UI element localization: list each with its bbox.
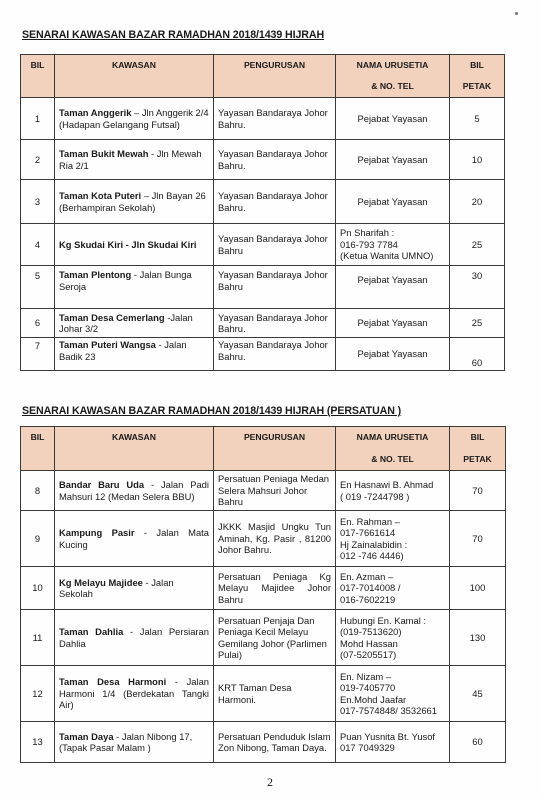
- cell-bil: 4: [21, 224, 55, 266]
- urusetia-line: En. Rahman –: [340, 515, 400, 527]
- cell-pengurusan: KRT Taman Desa Harmoni.: [214, 666, 336, 722]
- header-bil: BIL: [21, 55, 55, 98]
- cell-kawasan: Kg Skudai Kiri - Jln Skudai Kiri: [55, 224, 214, 266]
- cell-urusetia: Pejabat Yayasan: [336, 266, 450, 309]
- cell-urusetia: [336, 567, 450, 610]
- cell-kawasan: Taman Kota Puteri – Jln Bayan 26 (Berhampiran Sekolah): [55, 180, 214, 224]
- cell-petak: 60: [450, 338, 505, 371]
- cell-bil: 10: [21, 567, 55, 610]
- table-header-row: [21, 55, 505, 98]
- cell-kawasan: Taman Dahlia - Jalan Persiaran Dahlia: [55, 610, 214, 666]
- cell-petak: 25: [450, 224, 505, 266]
- cell-pengurusan: Yayasan Bandaraya Johor Bahru.: [214, 180, 336, 224]
- table-row: [21, 338, 505, 371]
- urusetia-line: (07-5205517): [340, 649, 397, 660]
- section2-title: SENARAI KAWASAN BAZAR RAMADHAN 2018/1439 HIJRAH (PERSATUAN ): [22, 405, 402, 417]
- urusetia-line: 017-7574848/ 3532661: [340, 705, 437, 716]
- table-row: [21, 722, 506, 763]
- urusetia-line: 017 7049329: [340, 742, 395, 753]
- header-pengurusan: PENGURUSAN: [214, 55, 336, 98]
- table-header-row: [21, 427, 506, 471]
- cell-petak: 100: [450, 567, 506, 610]
- cell-petak: 70: [450, 471, 506, 511]
- urusetia-line: 016-793 7784: [340, 238, 398, 250]
- table-row: [21, 180, 505, 224]
- urusetia-line: 017-7661614: [340, 527, 396, 538]
- cell-pengurusan: Persatuan Peniaga Medan Selera Mahsuri Johor Bahru: [214, 471, 336, 511]
- cell-pengurusan: Yayasan Bandaraya Johor Bahru.: [214, 140, 336, 180]
- urusetia-line: 017-7014008 /: [340, 582, 401, 594]
- table-row: [21, 471, 506, 511]
- cell-urusetia: Pejabat Yayasan: [336, 180, 450, 224]
- urusetia-line: 016-7602219: [340, 593, 396, 605]
- table-row: [21, 140, 505, 180]
- cell-petak: 20: [450, 180, 505, 224]
- table-row: [21, 224, 505, 266]
- cell-kawasan: Taman Anggerik – Jln Anggerik 2/4 (Hadapan Gelangang Futsal): [55, 98, 214, 140]
- cell-pengurusan: Yayasan Bandaraya Johor Bahru.: [214, 98, 336, 140]
- cell-kawasan: Taman Desa Cemerlang -Jalan Johar 3/2: [55, 309, 214, 338]
- urusetia-line: Hubungi En. Kamal :: [340, 614, 426, 626]
- cell-bil: 6: [21, 309, 55, 338]
- cell-urusetia: Pejabat Yayasan: [336, 98, 450, 140]
- urusetia-line: En. Nizam –: [340, 670, 392, 682]
- cell-urusetia: [336, 471, 450, 511]
- urusetia-line: En. Azman –: [340, 570, 394, 582]
- cell-urusetia: [336, 722, 450, 763]
- table-row: [21, 666, 506, 722]
- cell-kawasan: Bandar Baru Uda - Jalan Padi Mahsuri 12 (Medan Selera BBU): [55, 471, 214, 511]
- cell-pengurusan: Yayasan Bandaraya Johor Bahru.: [214, 338, 336, 371]
- cell-bil: 2: [21, 140, 55, 180]
- cell-bil: 12: [21, 666, 55, 722]
- bazar-table-yayasan: [20, 54, 505, 371]
- header-bil-petak: BIL PETAK: [450, 427, 506, 471]
- cell-urusetia: [336, 666, 450, 722]
- table-row: [21, 567, 506, 610]
- cell-kawasan: Taman Desa Harmoni - Jalan Harmoni 1/4 (Berdekatan Tangki Air): [55, 666, 214, 722]
- cell-bil: 5: [21, 266, 55, 309]
- urusetia-line: En.Mohd Jaafar: [340, 693, 407, 705]
- header-kawasan: KAWASAN: [55, 427, 214, 471]
- urusetia-line: 012 -746 4446): [340, 550, 404, 561]
- table-row: [21, 266, 505, 309]
- urusetia-line: (Ketua Wanita UMNO): [340, 250, 434, 262]
- section1-title: SENARAI KAWASAN BAZAR RAMADHAN 2018/1439 HIJRAH: [22, 29, 325, 41]
- cell-pengurusan: Persatuan Penjaja Dan Peniaga Kecil Melayu Gemilang Johor (Parlimen Pulai): [214, 610, 336, 666]
- cell-kawasan: Taman Puteri Wangsa - Jalan Badik 23: [55, 338, 214, 371]
- header-kawasan: KAWASAN: [55, 55, 214, 98]
- urusetia-line: Puan Yusnita Bt. Yusof: [340, 730, 436, 742]
- urusetia-line: Mohd Hassan: [340, 637, 398, 649]
- urusetia-line: Pn Sharifah :: [340, 227, 395, 239]
- cell-bil: 3: [21, 180, 55, 224]
- cell-urusetia: Pejabat Yayasan: [336, 309, 450, 338]
- cell-kawasan: Taman Bukit Mewah - Jln Mewah Ria 2/1: [55, 140, 214, 180]
- cell-bil: 8: [21, 471, 55, 511]
- header-bil-petak: BIL PETAK: [450, 55, 505, 98]
- cell-pengurusan: Yayasan Bandaraya Johor Bahru: [214, 266, 336, 309]
- cell-bil: 13: [21, 722, 55, 763]
- table-row: [21, 98, 505, 140]
- cell-urusetia: Pejabat Yayasan: [336, 140, 450, 180]
- cell-urusetia: [336, 511, 450, 567]
- header-pengurusan: PENGURUSAN: [214, 427, 336, 471]
- cell-petak: 10: [450, 140, 505, 180]
- cell-kawasan: Kampung Pasir - Jalan Mata Kucing: [55, 511, 214, 567]
- table-row: [21, 610, 506, 666]
- cell-bil: 11: [21, 610, 55, 666]
- cell-pengurusan: Yayasan Bandaraya Johor Bahru: [214, 224, 336, 266]
- cell-bil: 1: [21, 98, 55, 140]
- cell-kawasan: Taman Plentong - Jalan Bunga Seroja: [55, 266, 214, 309]
- urusetia-line: En Hasnawi B. Ahmad: [340, 479, 434, 490]
- urusetia-line: 019-7405770: [340, 682, 396, 693]
- urusetia-line: (019-7513620): [340, 626, 402, 637]
- urusetia-line: Hj Zainalabidin :: [340, 538, 408, 550]
- urusetia-line: ( 019 -7244798 ): [340, 490, 410, 502]
- cell-kawasan: Taman Daya - Jalan Nibong 17, (Tapak Pasar Malam ): [55, 722, 214, 763]
- cell-pengurusan: JKKK Masjid Ungku Tun Aminah, Kg. Pasir , 81200 Johor Bahru.: [214, 511, 336, 567]
- cell-petak: 25: [450, 309, 505, 338]
- cell-bil: 7: [21, 338, 55, 371]
- cell-pengurusan: Yayasan Bandaraya Johor Bahru.: [214, 309, 336, 338]
- bazar-table-persatuan: [20, 426, 506, 763]
- header-urusetia: NAMA URUSETIA & NO. TEL: [336, 427, 450, 471]
- cell-urusetia: [336, 610, 450, 666]
- header-urusetia: NAMA URUSETIA & NO. TEL: [336, 55, 450, 98]
- table-row: [21, 511, 506, 567]
- scan-speck: [515, 12, 518, 15]
- cell-petak: 60: [450, 722, 506, 763]
- cell-petak: 130: [450, 610, 506, 666]
- cell-urusetia: Pejabat Yayasan: [336, 338, 450, 371]
- page-number: 2: [267, 775, 273, 789]
- cell-petak: 5: [450, 98, 505, 140]
- cell-pengurusan: Persatuan Peniaga Kg Melayu Majidee Johor Bahru: [214, 567, 336, 610]
- cell-urusetia: [336, 224, 450, 266]
- cell-petak: 70: [450, 511, 506, 567]
- cell-petak: 45: [450, 666, 506, 722]
- table-row: [21, 309, 505, 338]
- cell-petak: 30: [450, 266, 505, 309]
- header-bil: BIL: [21, 427, 55, 471]
- cell-bil: 9: [21, 511, 55, 567]
- cell-kawasan: Kg Melayu Majidee - Jalan Sekolah: [55, 567, 214, 610]
- cell-pengurusan: Persatuan Penduduk Islam Zon Nibong, Taman Daya.: [214, 722, 336, 763]
